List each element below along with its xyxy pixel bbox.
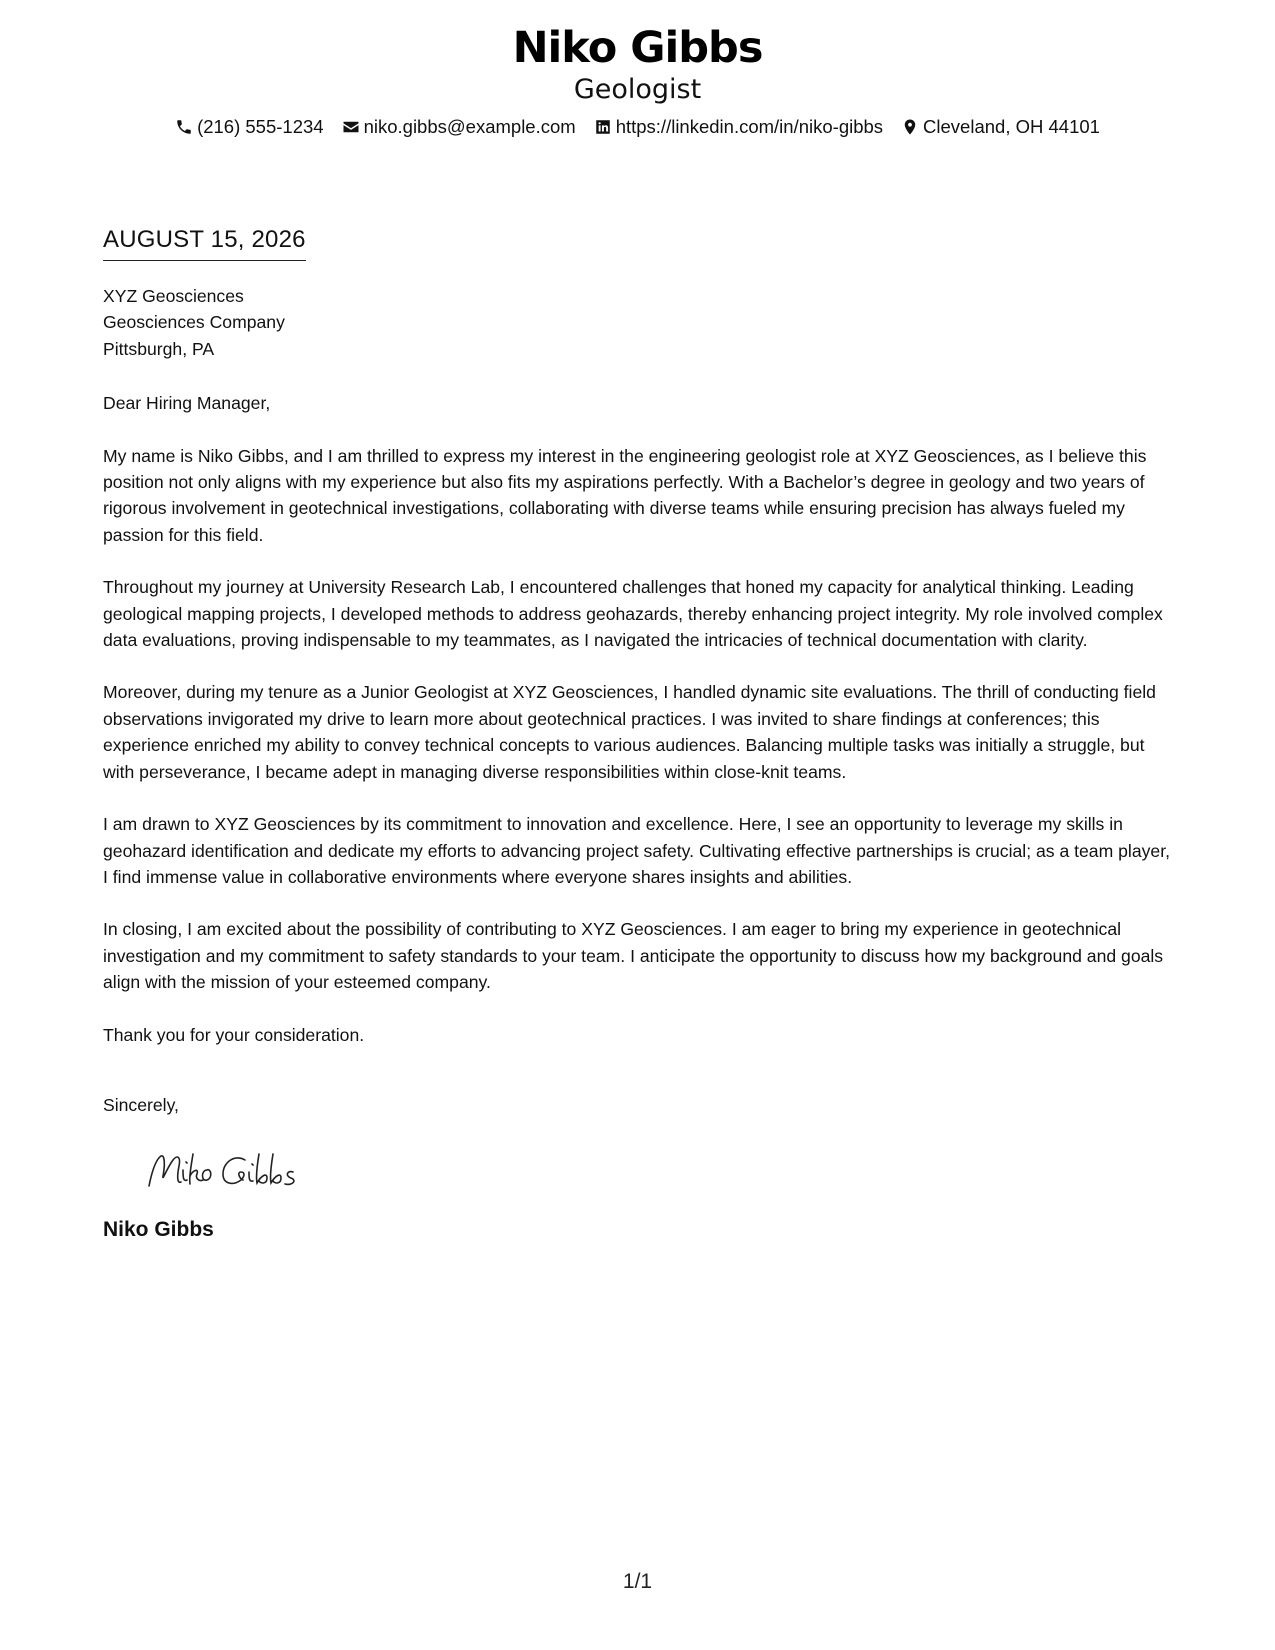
phone-text: (216) 555-1234 — [197, 116, 324, 137]
location-text: Cleveland, OH 44101 — [923, 116, 1100, 137]
map-pin-icon — [901, 118, 919, 136]
phone-icon — [175, 118, 193, 136]
signature — [143, 1146, 343, 1200]
body-paragraph: I am drawn to XYZ Geosciences by its commitment to innovation and excellence. Here, I see an opportunity to leverage my skills in geohazard identification and dedicate my efforts to advancing project safety. Cultivating effective partnerships is crucial; as a team player, I find immense value in collaborative environments where everyone shares insights and abilities. — [103, 814, 1170, 887]
envelope-icon — [342, 118, 360, 136]
signer-name: Niko Gibbs — [103, 1218, 214, 1242]
email-text[interactable]: niko.gibbs@example.com — [363, 116, 576, 137]
body-paragraph: Moreover, during my tenure as a Junior Geologist at XYZ Geosciences, I handled dynamic site evaluations. The thrill of conducting field observations invigorated my drive to learn more about geotechnical practices. I was invited to share findings at conferences; this experience enriched my ability to convey technical concepts to various audiences. Balancing multiple tasks was initially a struggle, but with perseverance, I became adept in managing diverse responsibilities within close-knit teams. — [103, 682, 1156, 782]
body-paragraph: Throughout my journey at University Research Lab, I encountered challenges that honed my capacity for analytical thinking. Leading geological mapping projects, I developed methods to address geohazards, thereby enhancing project integrity. My role involved complex data evaluations, proving indispensable to my teammates, as I navigated the intricacies of technical documentation with clarity. — [103, 577, 1163, 651]
recipient-line: Geosciences Company — [103, 312, 285, 333]
applicant-title: Geologist — [573, 74, 702, 105]
applicant-name: Niko Gibbs — [512, 23, 763, 73]
body-paragraph: My name is Niko Gibbs, and I am thrilled to express my interest in the engineering geologist role at XYZ Geosciences, as I believe this position not only aligns with my experience but also fits my aspirations perfectly. With a Bachelor’s degree in geology and two years of rigorous involvement in geotechnical investigations, collaborating with diverse teams while ensuring precision has always fueled my passion for this field. — [103, 445, 1147, 545]
contact-linkedin[interactable] — [594, 115, 883, 139]
contact-phone — [175, 115, 324, 139]
letter-date: AUGUST 15, 2026 — [103, 224, 306, 261]
recipient-line: Pittsburgh, PA — [103, 338, 215, 359]
salutation: Dear Hiring Manager, — [103, 393, 271, 414]
linkedin-icon — [594, 118, 612, 136]
body-paragraph: In closing, I am excited about the possibility of contributing to XYZ Geosciences. I am eager to bring my experience in geotechnical investigation and my commitment to safety standards to your team. I anticipate the opportunity to discuss how my background and goals align with the mission of your esteemed company. — [103, 919, 1164, 993]
letter-header — [0, 22, 1275, 139]
thank-you-line: Thank you for your consideration. — [103, 1024, 365, 1045]
contact-email[interactable] — [342, 115, 576, 139]
letter-body — [103, 224, 1178, 1244]
linkedin-text[interactable]: https://linkedin.com/in/niko-gibbs — [615, 116, 884, 137]
contact-location — [901, 115, 1100, 139]
page-indicator: 1/1 — [622, 1570, 653, 1593]
recipient-block — [103, 283, 1178, 362]
recipient-line: XYZ Geosciences — [103, 286, 244, 306]
closing: Sincerely, — [103, 1094, 179, 1115]
contact-bar — [0, 115, 1275, 139]
